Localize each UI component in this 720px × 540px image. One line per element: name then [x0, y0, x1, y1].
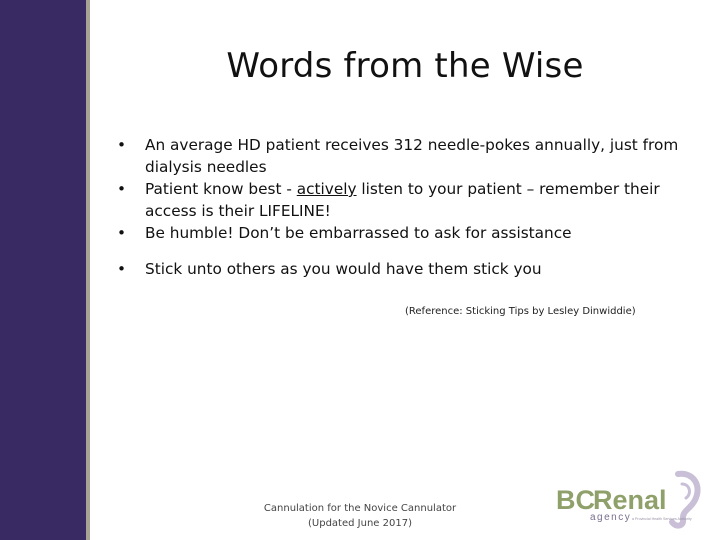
bullet-text: Stick unto others as you would have them stick you [145, 260, 542, 278]
bc-renal-logo [552, 470, 702, 530]
bullet-text: An average HD patient receives 312 needle-pokes annually, just from dialysis needles [145, 136, 679, 176]
logo-bc: BC [556, 485, 595, 515]
footer-line-2: (Updated June 2017) [308, 518, 412, 529]
bullet-text: Be humble! Don’t be embarrassed to ask for assistance [145, 224, 572, 242]
logo-renal: Renal [593, 485, 667, 515]
bullet-item [117, 178, 687, 222]
slide-sidebar-band [0, 0, 86, 540]
bullet-text-part: Patient know best - [145, 180, 297, 198]
bullet-item [117, 258, 687, 280]
bullet-marker: • [117, 260, 127, 278]
bullet-item [117, 222, 687, 244]
footer-line-1: Cannulation for the Novice Cannulator [263, 503, 457, 514]
bullet-text-underlined: actively [296, 180, 357, 198]
reference-note: (Reference: Sticking Tips by Lesley Dinwiddie) [405, 306, 636, 317]
bullet-list [117, 134, 687, 280]
slide-title: Words from the Wise [226, 46, 584, 86]
bullet-item [117, 134, 687, 178]
bullet-marker: • [117, 136, 127, 154]
logo-tagline: a Provincial Health Services Authority [632, 517, 692, 521]
slide-footer [255, 501, 465, 531]
logo-agency: agency [590, 512, 632, 523]
bullet-marker: • [117, 180, 127, 198]
bullet-text-part: listen to your patient – remember their access is their LIFELINE! [145, 180, 660, 220]
bullet-marker: • [117, 224, 127, 242]
